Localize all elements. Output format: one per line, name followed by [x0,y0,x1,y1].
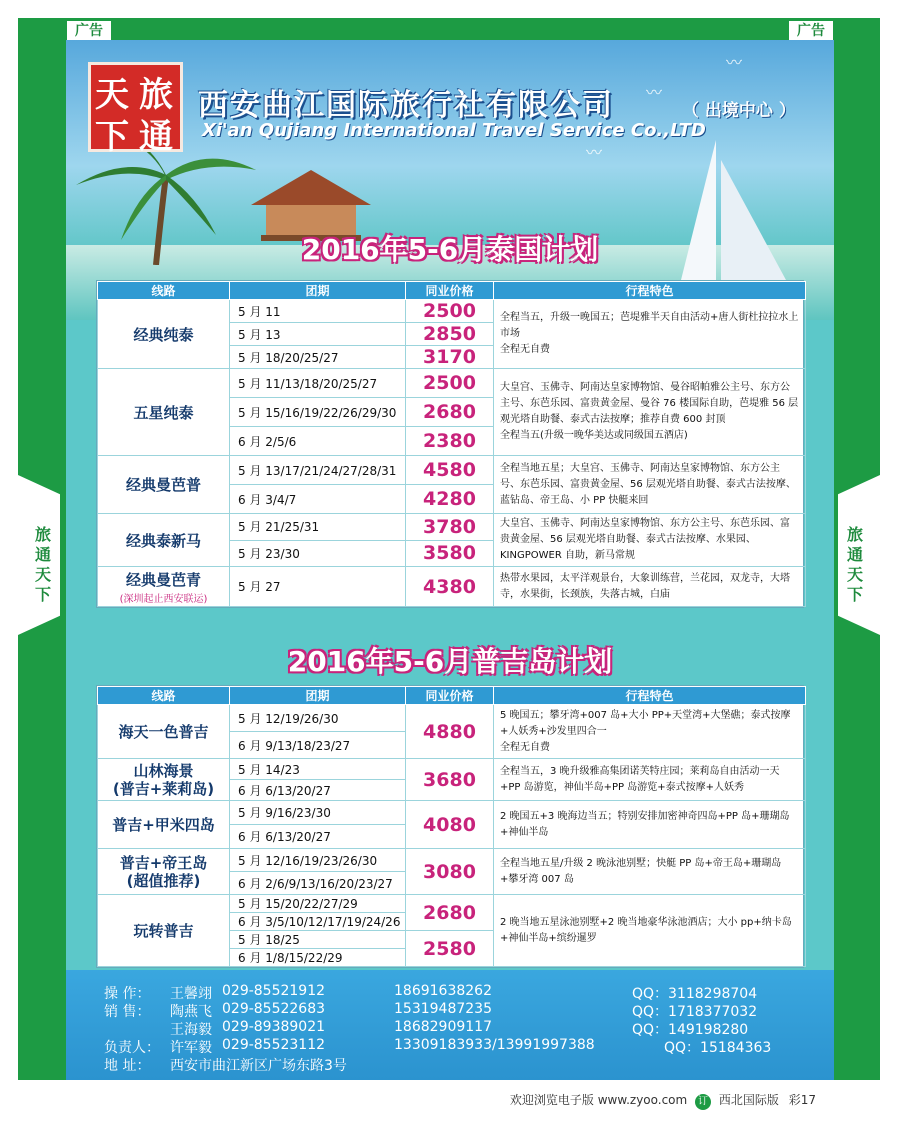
departure-date: 5 月 11 [230,300,406,323]
contact-qq: QQ：3118298704 [632,986,758,1002]
footer-text [510,1091,816,1110]
route-name: 经典曼芭青 (深圳起止西安联运) [98,567,230,607]
route-name: 普吉+帝王岛 (超值推荐) [98,849,230,895]
price: 2850 [406,323,494,346]
route-features: 全程当五，升级一晚国五；芭堤雅半天自由活动+唐人街杜拉拉水上市场 全程无自费 [494,300,806,369]
price: 4380 [406,567,494,607]
route-features: 全程当地五星/升级 2 晚泳池别墅；快艇 PP 岛+帝王岛+珊瑚岛+攀牙湾 007 岛 [494,849,806,895]
contact-qq: QQ：1718377032 [632,1004,758,1020]
departure-date: 6 月 3/5/10/12/17/19/24/26 [230,913,406,931]
contact-phone: 029-85521912 [222,983,326,999]
column-header: 行程特色 [494,282,806,300]
ad-label-right: 广告 [788,20,834,42]
department-label: （ 出境中心 ） [682,101,796,121]
ad-label-left: 广告 [66,20,112,42]
contact-role: 销 售： [104,1004,151,1020]
footer-website: 欢迎浏览电子版 www.zyoo.com [509,1093,688,1107]
price: 4280 [406,485,494,514]
price: 2500 [406,369,494,398]
table-row [98,801,806,825]
table-header-row [98,282,806,300]
table-row [98,567,806,607]
departure-date: 5 月 15/20/22/27/29 [230,895,406,913]
column-header: 线路 [98,687,230,705]
contact-role: 负责人： [104,1040,160,1056]
departure-date: 5 月 14/23 [230,759,406,780]
contact-role: 操 作： [104,986,151,1002]
departure-date: 5 月 23/30 [230,540,406,567]
departure-date: 6 月 2/6/9/13/16/20/23/27 [230,872,406,895]
route-features: 2 晚当地五星泳池别墅+2 晚当地豪华泳池酒店；大小 pp+纳卡岛+神仙半岛+缤纷暹罗 [494,895,806,967]
header-banner [66,40,834,320]
column-header: 行程特色 [494,687,806,705]
column-header: 团期 [230,282,406,300]
seagull-icon: 〰 [646,83,663,102]
company-name-en: Xi'an Qujiang International Travel Service Co.,LTD [202,120,706,141]
table-row [98,759,806,780]
contact-phone: 029-85523112 [222,1037,326,1053]
table-row [98,456,806,485]
route-name: 五星纯泰 [98,369,230,456]
main-panel [66,40,834,1080]
phuket-section-title: 2016年5-6月普吉岛计划 [287,645,613,678]
side-text-left: 旅 通 天 下 [34,525,51,604]
table-row [98,705,806,732]
contact-phone: 029-85522683 [222,1001,326,1017]
departure-date: 5 月 15/16/19/22/26/29/30 [230,398,406,427]
footer-edition: 西北国际版 [718,1093,779,1107]
phuket-table [96,685,804,968]
departure-date: 6 月 3/4/7 [230,485,406,514]
route-features: 2 晚国五+3 晚海边当五；特别安排加密神奇四岛+PP 岛+珊瑚岛+神仙半岛 [494,801,806,849]
edition-mark-icon: 订 [695,1094,711,1110]
column-header: 同业价格 [406,282,494,300]
price: 3080 [406,849,494,895]
price: 2680 [406,398,494,427]
price: 2380 [406,427,494,456]
contact-name: 陶燕飞 [170,1004,212,1020]
departure-date: 6 月 9/13/18/23/27 [230,732,406,759]
departure-date: 5 月 11/13/18/20/25/27 [230,369,406,398]
price: 3780 [406,514,494,541]
departure-date: 5 月 27 [230,567,406,607]
table-header-row [98,687,806,705]
table-row [98,369,806,398]
route-name: 经典泰新马 [98,514,230,567]
route-features: 5 晚国五；攀牙湾+007 岛+大小 PP+天堂湾+大堡礁；泰式按摩+人妖秀+沙发里四合一 全程无自费 [494,705,806,759]
contact-role: 地 址： [104,1058,151,1074]
departure-date: 5 月 12/16/19/23/26/30 [230,849,406,872]
contact-name: 许军毅 [170,1040,212,1056]
company-name-cn: 西安曲江国际旅行社有限公司 [198,88,614,123]
price: 3680 [406,759,494,801]
departure-date: 6 月 6/13/20/27 [230,780,406,801]
price: 3170 [406,346,494,369]
seagull-icon: 〰 [586,143,603,162]
contact-mobile: 18682909117 [394,1019,492,1035]
departure-date: 6 月 6/13/20/27 [230,825,406,849]
route-note: (深圳起止西安联运) [119,593,208,605]
contact-mobile: 15319487235 [394,1001,492,1017]
table-row [98,849,806,872]
route-name: 玩转普吉 [98,895,230,967]
departure-date: 6 月 2/5/6 [230,427,406,456]
contact-panel [66,970,834,1080]
company-logo: 天 旅 下 通 [88,62,183,152]
price: 4080 [406,801,494,849]
departure-date: 5 月 21/25/31 [230,514,406,541]
table-row [98,300,806,323]
price: 2500 [406,300,494,323]
route-name: 山林海景 (普吉+莱莉岛) [98,759,230,801]
contact-qq: QQ：149198280 [632,1022,749,1038]
price: 2680 [406,895,494,931]
route-features: 大皇宫、玉佛寺、阿南达皇家博物馆、东方公主号、东芭乐园、富贵黄金屋、56 层观光塔自助餐、泰式古法按摩、水果园、KINGPOWER 自助，新马常规 [494,514,806,567]
thailand-section-title: 2016年5-6月泰国计划 [301,233,599,266]
side-text-right: 旅 通 天 下 [846,525,863,604]
table-row [98,895,806,913]
contact-phone: 029-89389021 [222,1019,326,1035]
column-header: 同业价格 [406,687,494,705]
contact-mobile: 18691638262 [394,983,492,999]
route-name: 普吉+甲米四岛 [98,801,230,849]
column-header: 团期 [230,687,406,705]
route-features: 全程当五，3 晚升级雅高集团诺芙特庄园；莱莉岛自由活动一天+PP 岛游览，神仙半岛+PP 岛游览+泰式按摩+人妖秀 [494,759,806,801]
route-features: 热带水果园，太平洋观景台，大象训练营，兰花园，双龙寺，大塔寺，水果街，长颈族，失落古城，白庙 [494,567,806,607]
contact-address: 西安市曲江新区广场东路3号 [170,1058,347,1074]
contact-qq: QQ：15184363 [664,1040,772,1056]
departure-date: 5 月 9/16/23/30 [230,801,406,825]
departure-date: 5 月 18/25 [230,931,406,949]
contact-name: 王馨翊 [170,986,212,1002]
route-name: 海天一色普吉 [98,705,230,759]
departure-date: 5 月 13/17/21/24/27/28/31 [230,456,406,485]
price: 3580 [406,540,494,567]
departure-date: 5 月 18/20/25/27 [230,346,406,369]
route-name: 经典纯泰 [98,300,230,369]
contact-name: 王海毅 [170,1022,212,1038]
table-row [98,514,806,541]
page-footer [0,1080,900,1121]
departure-date: 5 月 13 [230,323,406,346]
thailand-table [96,280,804,608]
price: 2580 [406,931,494,967]
contact-mobile: 13309183933/13991997388 [394,1037,595,1053]
price: 4580 [406,456,494,485]
route-features: 全程当地五星；大皇宫、玉佛寺、阿南达皇家博物馆、东方公主号、东芭乐园、富贵黄金屋、56 层观光塔自助餐、泰式古法按摩、蓝钻岛、帝王岛、小 PP 快艇来回 [494,456,806,514]
column-header: 线路 [98,282,230,300]
route-features: 大皇宫、玉佛寺、阿南达皇家博物馆、曼谷昭帕雅公主号、东方公主号、东芭乐园、富贵黄金屋、曼谷 76 楼国际自助，芭堤雅 56 层观光塔自助餐、泰式古法按摩；推荐自费 600 封顶 全程当五(升级一晚华美达或同级国五酒店) [494,369,806,456]
route-name: 经典曼芭普 [98,456,230,514]
departure-date: 6 月 1/8/15/22/29 [230,949,406,967]
price: 4880 [406,705,494,759]
seagull-icon: 〰 [726,53,743,72]
footer-page-number: 彩17 [788,1093,816,1107]
departure-date: 5 月 12/19/26/30 [230,705,406,732]
